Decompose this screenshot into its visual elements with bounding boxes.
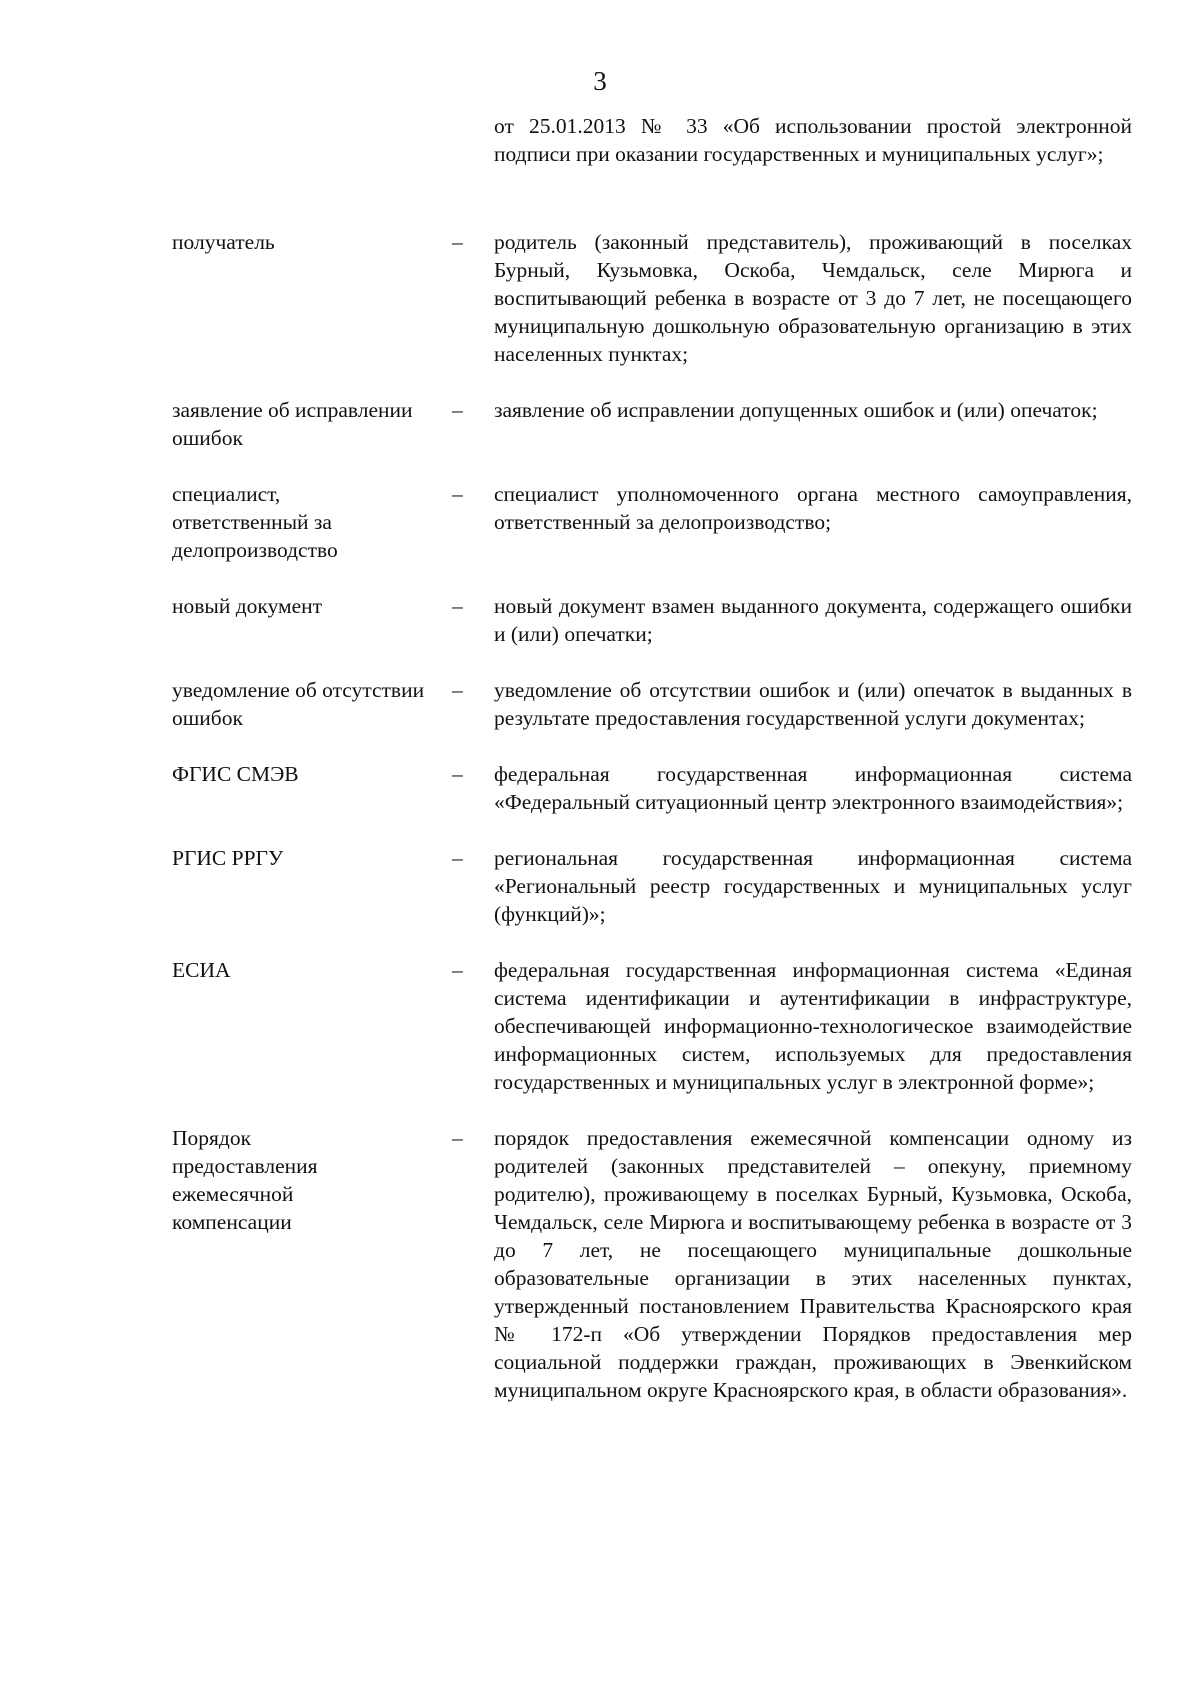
definition-row bbox=[0, 228, 1200, 368]
definition-term: ФГИС СМЭВ bbox=[172, 762, 299, 786]
definition-row bbox=[0, 592, 1200, 648]
definition-dash: – bbox=[452, 678, 463, 702]
definition-text: специалист уполномоченного органа местного самоуправления, ответственный за делопроизводство; bbox=[494, 482, 1132, 534]
definition-dash: – bbox=[452, 594, 463, 618]
definition-dash: – bbox=[452, 1126, 463, 1150]
definition-text: новый документ взамен выданного документа, содержащего ошибки и (или) опечатки; bbox=[494, 594, 1132, 646]
definition-text: федеральная государственная информационная система «Единая система идентификации и аутентификации в инфраструктуре, обеспечивающей информационно-технологическое взаимодействие информационных систем, используемых для предоставления государственных и муниципальных услуг в электронной форме»; bbox=[494, 958, 1132, 1094]
definition-term: уведомление об отсутствии ошибок bbox=[172, 678, 425, 730]
definition-dash: – bbox=[452, 482, 463, 506]
definition-text: порядок предоставления ежемесячной компенсации одному из родителей (законных представителей – опекуну, приемному родителю), проживающему в поселках Бурный, Кузьмовка, Оскоба, Чемдальск, селе Мирюга и воспитывающему ребенка в возрасте от 3 до 7 лет, не посещающего муниципальные дошкольные образовательные организации в этих населенных пунктах, утвержденный постановлением Правительства Красноярского края № 172-п «Об утверждении Порядков предоставления мер социальной поддержки граждан, проживающих в Эвенкийском муниципальном округе Красноярского края, в области образования». bbox=[494, 1126, 1132, 1402]
definition-term: получатель bbox=[172, 230, 275, 254]
definition-text: заявление об исправлении допущенных ошибок и (или) опечаток; bbox=[494, 398, 1098, 422]
definition-dash: – bbox=[452, 230, 463, 254]
definition-text: родитель (законный представитель), проживающий в поселках Бурный, Кузьмовка, Оскоба, Чемдальск, селе Мирюга и воспитывающий ребенка в возрасте от 3 до 7 лет, не посещающего муниципальную дошкольную образовательную организацию в этих населенных пунктах; bbox=[494, 230, 1132, 366]
definition-row bbox=[0, 396, 1200, 452]
definition-dash: – bbox=[452, 398, 463, 422]
definition-dash: – bbox=[452, 762, 463, 786]
definition-row bbox=[0, 956, 1200, 1096]
definition-term: Порядок предоставления ежемесячной компенсации bbox=[172, 1126, 318, 1234]
definition-text: федеральная государственная информационная система «Федеральный ситуационный центр электронного взаимодействия»; bbox=[494, 762, 1132, 814]
definition-term: заявление об исправлении ошибок bbox=[172, 398, 413, 450]
definition-term: РГИС РРГУ bbox=[172, 846, 284, 870]
definition-row bbox=[0, 1124, 1200, 1404]
definition-row bbox=[0, 760, 1200, 816]
definitions-list bbox=[0, 228, 1200, 1432]
definition-dash: – bbox=[452, 846, 463, 870]
definition-text: региональная государственная информационная система «Региональный реестр государственных и муниципальных услуг (функций)»; bbox=[494, 846, 1132, 926]
definition-row bbox=[0, 480, 1200, 564]
definition-term: ЕСИА bbox=[172, 958, 231, 982]
definition-row bbox=[0, 844, 1200, 928]
definition-term: новый документ bbox=[172, 594, 323, 618]
definition-dash: – bbox=[452, 958, 463, 982]
intro-text-continuation: от 25.01.2013 № 33 «Об использовании простой электронной подписи при оказании государственных и муниципальных услуг»; bbox=[494, 114, 1132, 166]
definition-term: специалист, ответственный за делопроизводство bbox=[172, 482, 338, 562]
definition-text: уведомление об отсутствии ошибок и (или) опечаток в выданных в результате предоставления государственной услуги документах; bbox=[494, 678, 1132, 730]
definition-row bbox=[0, 676, 1200, 732]
page-number: 3 bbox=[593, 66, 607, 96]
